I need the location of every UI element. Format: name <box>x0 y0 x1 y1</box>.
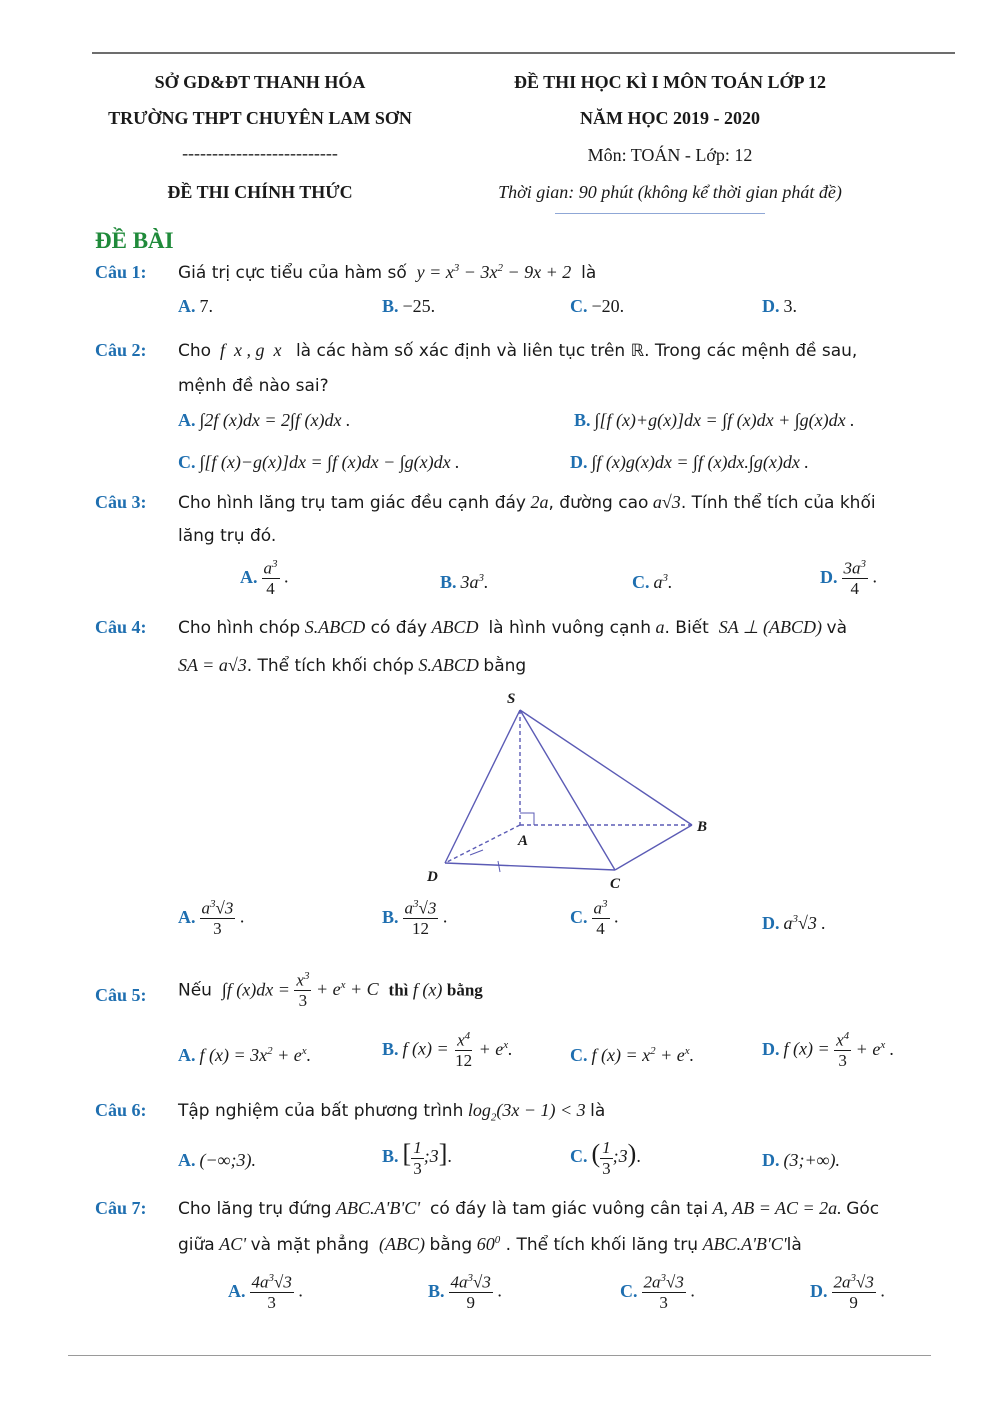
q2-label: Câu 2: <box>95 340 147 360</box>
q3-label: Câu 3: <box>95 492 147 512</box>
q7-option-c[interactable]: C. $\frac{2a^3√3}{3}$ . <box>620 1272 695 1313</box>
q4-option-b[interactable]: B. $\frac{a^3√3}{12}$ . <box>382 898 448 939</box>
bottom-rule <box>68 1355 931 1356</box>
q2-option-d[interactable]: D. ∫f (x)g(x)dx = ∫f (x)dx.∫g(x)dx . <box>570 452 809 472</box>
q1-option-b[interactable]: B. −25. <box>382 296 436 316</box>
header-official: ĐỀ THI CHÍNH THỨC <box>167 182 353 202</box>
edge-ad <box>445 825 520 863</box>
q7-option-b[interactable]: B. $\frac{4a^3√3}{9}$ . <box>428 1272 502 1313</box>
q5-option-c[interactable]: C. f $(x) = x^2 + e^x$. <box>570 1045 695 1065</box>
q5-text: Nếu ∫f (x)dx = $\frac{x^3}{3}$ + $e^x + C$ thì f (x) bằng <box>178 970 483 1011</box>
q3-option-c[interactable]: C. $a^3$. <box>632 572 673 592</box>
header-subject: Môn: TOÁN - Lớp: 12 <box>587 145 753 165</box>
q4-option-d[interactable]: D. $a^3√3$ . <box>762 913 826 933</box>
header-dashes: -------------------------- <box>182 143 338 163</box>
q3-text-line2: lăng trụ đó. <box>178 526 277 546</box>
q2-text: Cho f x , g x là các hàm số xác định và liên tục trên ℝ. Trong các mệnh đề sau, <box>178 340 858 361</box>
q6-option-c[interactable]: C. ( $\frac{1}{3}$ ;3). <box>570 1138 641 1178</box>
header-school-year: NĂM HỌC 2019 - 2020 <box>580 108 760 128</box>
q3-text: Cho hình lăng trụ tam giác đều cạnh đáy 2a, đường cao a√3. Tính thể tích của khối <box>178 492 876 513</box>
q4-option-c[interactable]: C. $\frac{a^3}{4}$ . <box>570 898 619 939</box>
section-title: ĐỀ BÀI <box>95 228 174 253</box>
header-exam-title: ĐỀ THI HỌC KÌ I MÔN TOÁN LỚP 12 <box>513 72 827 92</box>
q6-option-d[interactable]: D. (3;+∞). <box>762 1150 840 1170</box>
q5-option-d[interactable]: D. f (x) = $\frac{x^4}{3}$ + $e^x$ . <box>762 1030 895 1071</box>
q3-option-a[interactable]: A. $\frac{a^3}{4}$ . <box>240 558 289 599</box>
top-rule <box>92 52 955 54</box>
q5-option-a[interactable]: A. f $(x) = 3x^2 + e^x$. <box>178 1045 312 1065</box>
edge-sc <box>520 710 615 870</box>
q1-text: Giá trị cực tiểu của hàm số $y = x^3 - 3x^2 - 9x + 2$ là <box>178 262 597 283</box>
edge-sd <box>445 710 520 863</box>
tick-mark-2 <box>470 850 483 855</box>
q4-option-a[interactable]: A. $\frac{a^3√3}{3}$ . <box>178 898 245 939</box>
q6-text: Tập nghiệm của bất phương trình $\log_2(3x - 1) < 3$ là <box>178 1100 606 1124</box>
q3-option-d[interactable]: D. $\frac{3a^3}{4}$ . <box>820 558 877 599</box>
q2-text-line2: mệnh đề nào sai? <box>178 376 329 396</box>
q4-text: Cho hình chóp S.ABCD có đáy ABCD là hình vuông cạnh a. Biết SA ⊥ (ABCD) và <box>178 617 848 638</box>
header-time: Thời gian: 90 phút (không kể thời gian phát đề) <box>498 182 842 202</box>
q7-text: Cho lăng trụ đứng ABC.A'B'C' có đáy là tam giác vuông cân tại A, AB = AC = 2a. Góc <box>178 1198 880 1219</box>
label-c: C <box>610 876 621 892</box>
edge-dc <box>445 863 615 870</box>
q2-option-b[interactable]: B. ∫[f (x)+g(x)]dx = ∫f (x)dx + ∫g(x)dx . <box>574 410 855 430</box>
label-d: D <box>427 869 438 885</box>
tick-mark <box>498 861 500 872</box>
q2-option-c[interactable]: C. ∫[f (x)−g(x)]dx = ∫f (x)dx − ∫g(x)dx . <box>178 452 460 472</box>
pyramid-figure <box>410 685 720 895</box>
right-angle-mark <box>520 813 534 825</box>
q4-label: Câu 4: <box>95 617 147 637</box>
q1-option-a[interactable]: A. 7. <box>178 296 213 316</box>
q3-option-b[interactable]: B. $3a^3$. <box>440 572 489 592</box>
q7-option-d[interactable]: D. $\frac{2a^3√3}{9}$ . <box>810 1272 885 1313</box>
label-b: B <box>697 819 708 835</box>
label-s: S <box>507 691 516 707</box>
q6-option-b[interactable]: B. [ $\frac{1}{3}$ ;3]. <box>382 1138 452 1178</box>
q6-label: Câu 6: <box>95 1100 147 1120</box>
q5-option-b[interactable]: B. f (x) = $\frac{x^4}{12}$ + $e^x$. <box>382 1030 513 1071</box>
q1-label: Câu 1: <box>95 262 147 282</box>
q7-label: Câu 7: <box>95 1198 147 1218</box>
header-underline <box>555 213 765 214</box>
edge-cb <box>615 825 692 870</box>
q5-label: Câu 5: <box>95 985 147 1005</box>
q4-text-line2: SA = a√3. Thể tích khối chóp S.ABCD bằng <box>178 655 527 676</box>
q1-option-c[interactable]: C. −20. <box>570 296 625 316</box>
q7-option-a[interactable]: A. $\frac{4a^3√3}{3}$ . <box>228 1272 303 1313</box>
edge-sb <box>520 710 692 825</box>
label-a: A <box>518 833 529 849</box>
header-school: TRƯỜNG THPT CHUYÊN LAM SƠN <box>108 108 412 128</box>
q2-option-a[interactable]: A. ∫2f (x)dx = 2∫f (x)dx . <box>178 410 351 430</box>
q6-option-a[interactable]: A. (−∞;3). <box>178 1150 256 1170</box>
q1-option-d[interactable]: D. 3. <box>762 296 797 316</box>
header-department: SỞ GD&ĐT THANH HÓA <box>154 72 366 92</box>
q7-text-line2: giữa AC' và mặt phẳng (ABC) bằng $60^0$ . Thể tích khối lăng trụ ABC.A'B'C'là <box>178 1234 802 1255</box>
